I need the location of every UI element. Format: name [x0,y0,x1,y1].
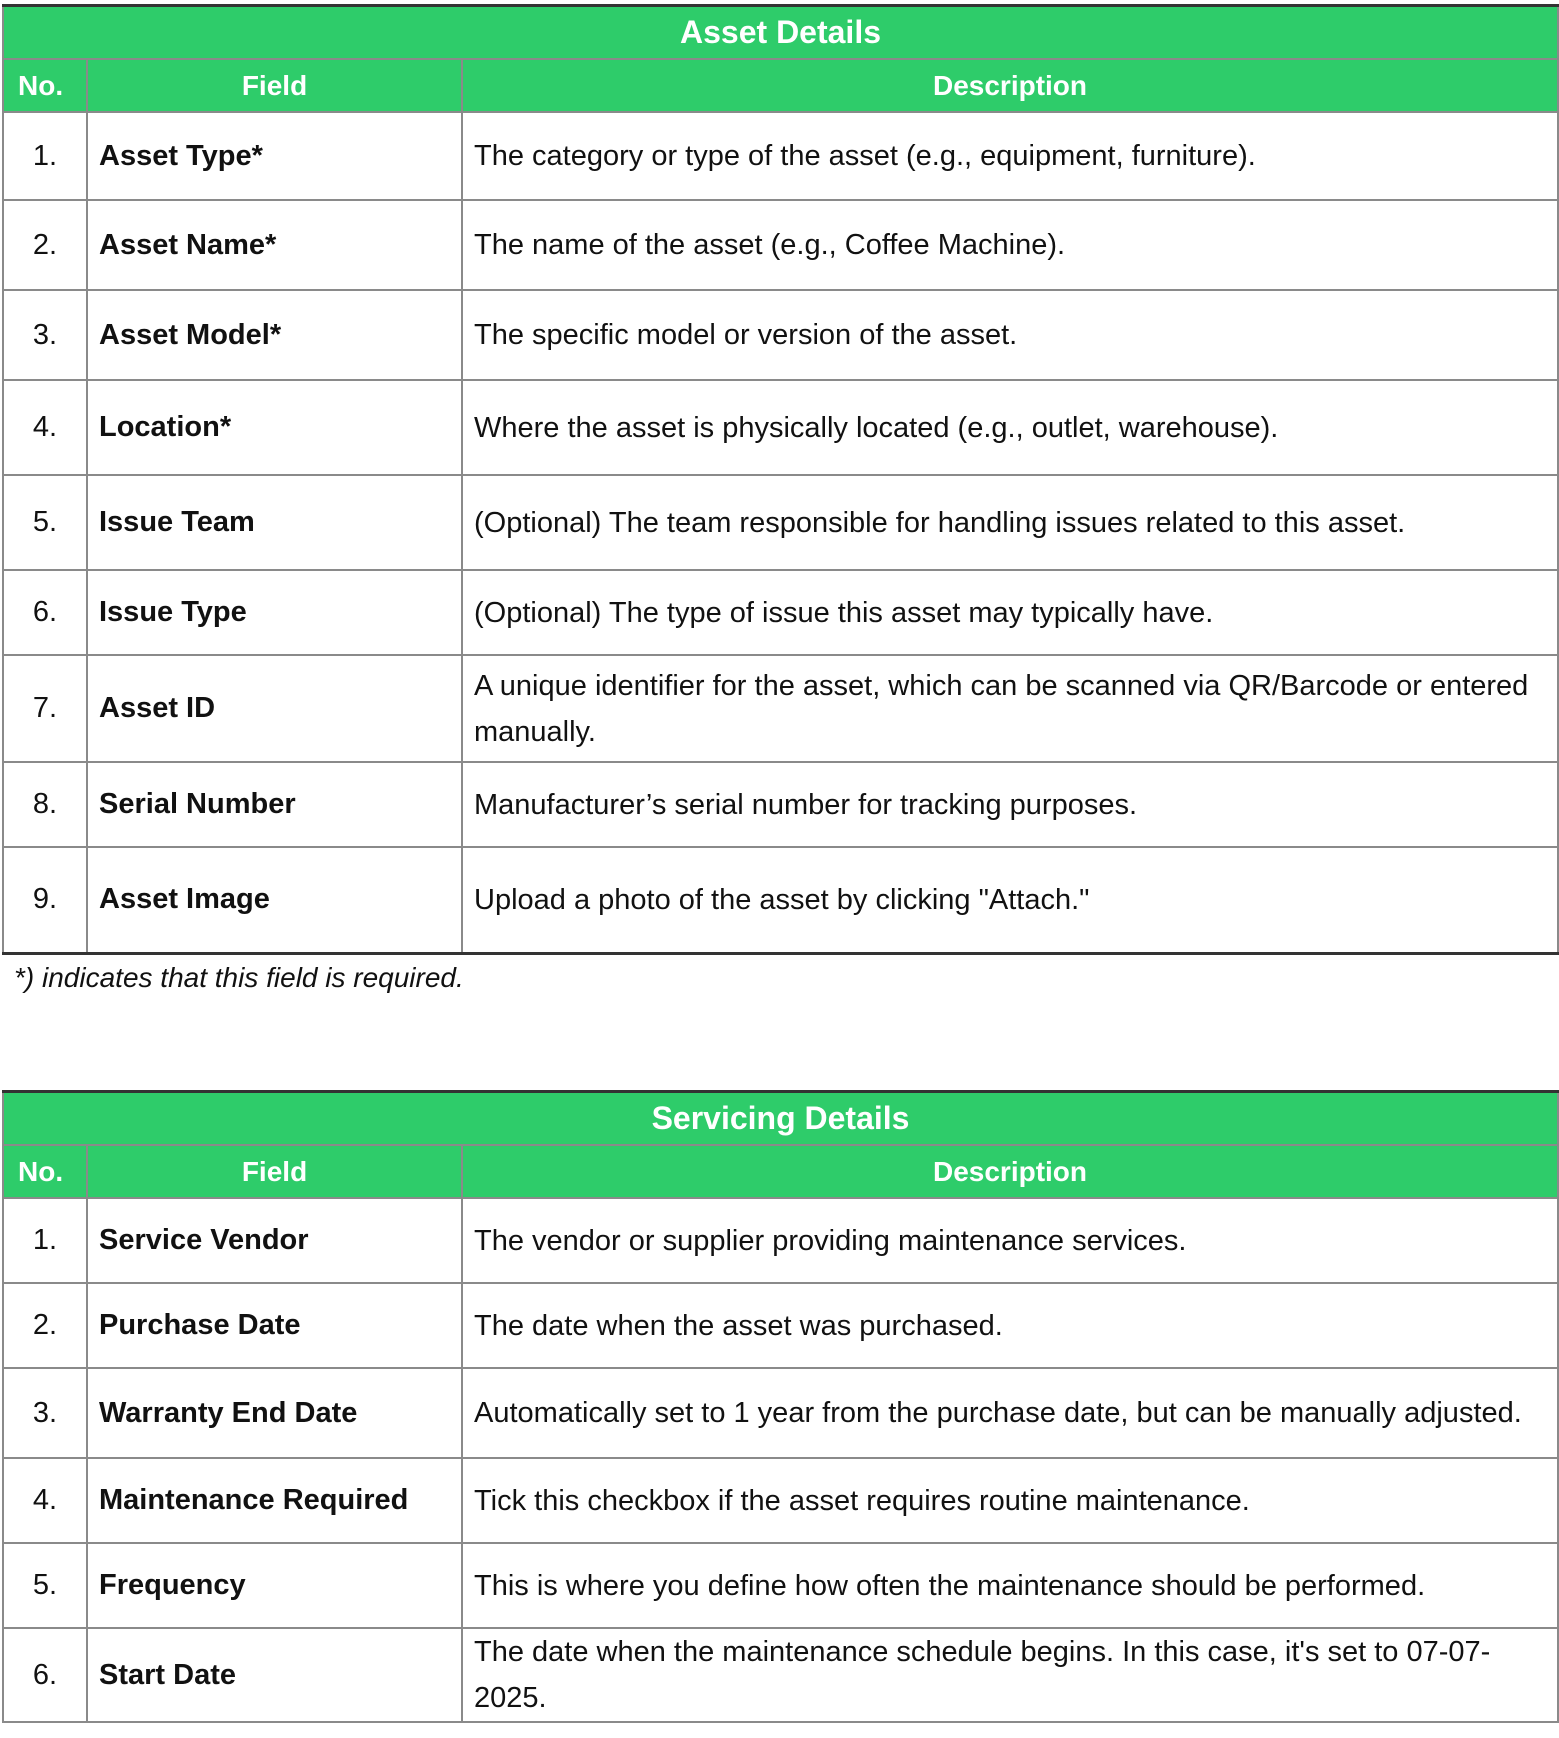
asset-details-table [2,4,1559,955]
row-number: 4. [3,1458,87,1543]
table-title-row [3,6,1558,60]
column-header-description: Description [462,1145,1558,1198]
table-row [3,1198,1558,1283]
field-name: Asset ID [87,655,462,762]
table-row [3,1628,1558,1722]
field-name: Frequency [87,1543,462,1628]
table-row [3,1543,1558,1628]
table-row [3,570,1558,655]
field-name: Warranty End Date [87,1368,462,1458]
row-number: 5. [3,475,87,570]
table-row [3,380,1558,475]
field-name: Issue Team [87,475,462,570]
field-name: Maintenance Required [87,1458,462,1543]
row-number: 2. [3,200,87,290]
table-row [3,655,1558,762]
field-description: This is where you define how often the maintenance should be performed. [462,1543,1558,1628]
field-name: Location* [87,380,462,475]
column-header-field: Field [87,1145,462,1198]
field-name: Serial Number [87,762,462,847]
row-number: 6. [3,1628,87,1722]
field-description: Automatically set to 1 year from the purchase date, but can be manually adjusted. [462,1368,1558,1458]
row-number: 3. [3,1368,87,1458]
field-name: Purchase Date [87,1283,462,1368]
table-row [3,1368,1558,1458]
field-description: A unique identifier for the asset, which can be scanned via QR/Barcode or entered manually. [462,655,1558,762]
servicing-details-table [2,1090,1559,1723]
required-field-footnote: *) indicates that this field is required. [14,962,464,993]
field-description: The vendor or supplier providing maintenance services. [462,1198,1558,1283]
table-row [3,1458,1558,1543]
field-description: Tick this checkbox if the asset requires routine maintenance. [462,1458,1558,1543]
table-row [3,762,1558,847]
field-description: Manufacturer’s serial number for tracking purposes. [462,762,1558,847]
row-number: 9. [3,847,87,953]
field-description: Where the asset is physically located (e.g., outlet, warehouse). [462,380,1558,475]
field-description: (Optional) The team responsible for handling issues related to this asset. [462,475,1558,570]
field-description: The specific model or version of the asset. [462,290,1558,380]
field-name: Asset Model* [87,290,462,380]
row-number: 4. [3,380,87,475]
field-description: Upload a photo of the asset by clicking "Attach." [462,847,1558,953]
field-description: The date when the maintenance schedule begins. In this case, it's set to 07-07-2025. [462,1628,1558,1722]
field-name: Issue Type [87,570,462,655]
table-row [3,1283,1558,1368]
table-title: Asset Details [3,6,1558,60]
field-description: (Optional) The type of issue this asset may typically have. [462,570,1558,655]
field-name: Start Date [87,1628,462,1722]
table-row [3,112,1558,200]
column-header-description: Description [462,59,1558,112]
row-number: 1. [3,112,87,200]
table-row [3,290,1558,380]
row-number: 6. [3,570,87,655]
row-number: 7. [3,655,87,762]
field-name: Asset Image [87,847,462,953]
row-number: 1. [3,1198,87,1283]
table-row [3,200,1558,290]
field-name: Asset Name* [87,200,462,290]
field-description: The name of the asset (e.g., Coffee Machine). [462,200,1558,290]
column-header-no: No. [3,59,87,112]
row-number: 2. [3,1283,87,1368]
row-number: 3. [3,290,87,380]
field-description: The category or type of the asset (e.g., equipment, furniture). [462,112,1558,200]
row-number: 5. [3,1543,87,1628]
table-row [3,847,1558,953]
column-header-no: No. [3,1145,87,1198]
table-title-row [3,1092,1558,1146]
table-header-row [3,1145,1558,1198]
table-header-row [3,59,1558,112]
field-description: The date when the asset was purchased. [462,1283,1558,1368]
column-header-field: Field [87,59,462,112]
table-title: Servicing Details [3,1092,1558,1146]
field-name: Service Vendor [87,1198,462,1283]
table-row [3,475,1558,570]
row-number: 8. [3,762,87,847]
field-name: Asset Type* [87,112,462,200]
